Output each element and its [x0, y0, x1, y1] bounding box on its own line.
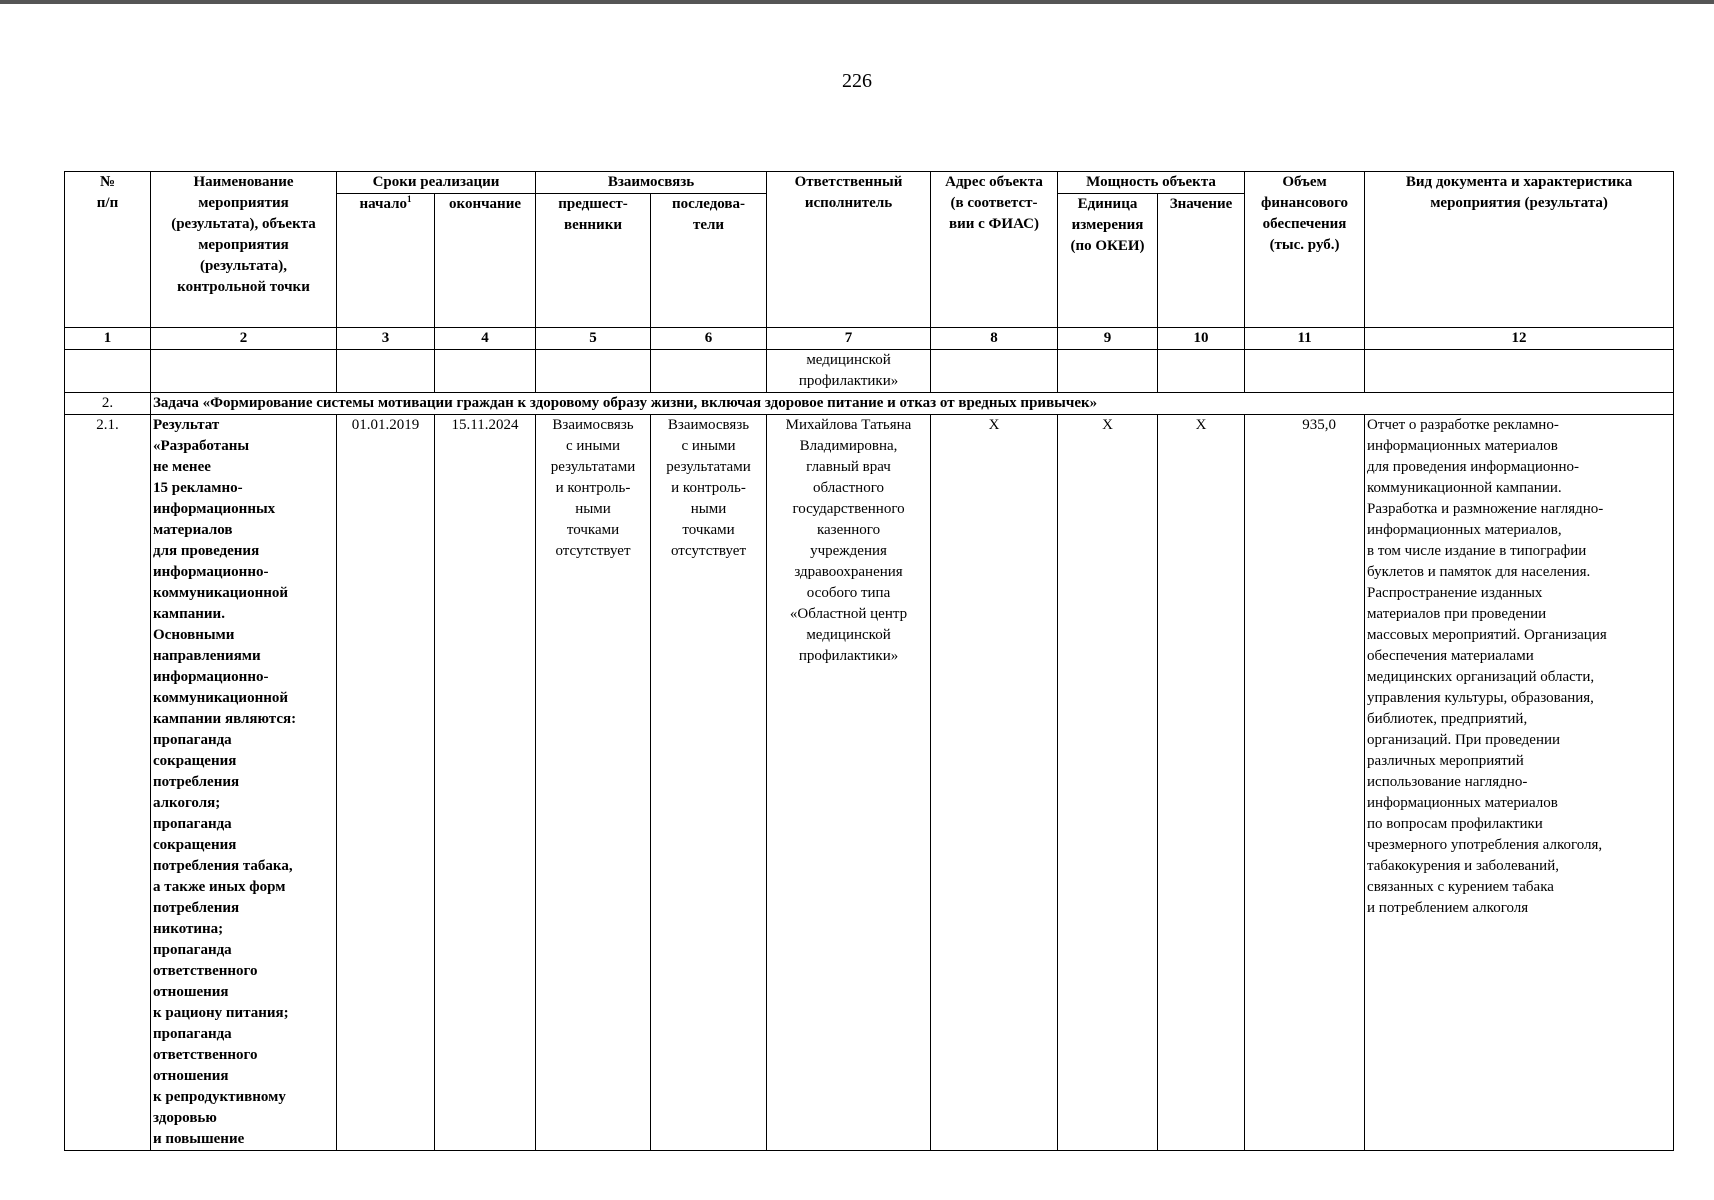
table-cell	[1058, 350, 1158, 393]
header-address: Адрес объекта (в соответст- вии с ФИАС)	[931, 172, 1058, 328]
result-doctype: Отчет о разработке рекламно- информационных материалов для проведения информационно- коммуникационной кампании. Разработка и размножение наглядно- информационных материалов, в том числе издание в типографии буклетов и памяток для населения. Распространение изданных материалов при проведении массовых мероприятий. Организация обеспечения материалами медицинских организаций области, управления культуры, образования, библиотек, предприятий, организаций. При проведении различных мероприятий использование наглядно- информационных материалов по вопросам профилактики чрезмерного употребления алкоголя, табакокурения и заболеваний, связанных с курением табака и потреблением алкоголя	[1365, 415, 1674, 1151]
result-start-date: 01.01.2019	[337, 415, 435, 1151]
result-address: X	[931, 415, 1058, 1151]
header-unit: Единица измерения (по ОКЕИ)	[1058, 194, 1158, 328]
column-number: 5	[536, 328, 651, 350]
header-finance: Объем финансового обеспечения (тыс. руб.)	[1245, 172, 1365, 328]
table-cell	[651, 350, 767, 393]
result-value: X	[1158, 415, 1245, 1151]
result-finance: 935,0	[1245, 415, 1365, 1151]
column-number: 8	[931, 328, 1058, 350]
table-cell	[931, 350, 1058, 393]
table-cell	[151, 350, 337, 393]
header-terms: Сроки реализации	[337, 172, 536, 194]
result-number: 2.1.	[65, 415, 151, 1151]
header-responsible: Ответственный исполнитель	[767, 172, 931, 328]
table-cell	[536, 350, 651, 393]
page-number: 226	[842, 70, 872, 92]
footnote-mark: 1	[407, 194, 412, 204]
table-cell	[1245, 350, 1365, 393]
table-cell	[337, 350, 435, 393]
table-cell	[1365, 350, 1674, 393]
header-name: Наименование мероприятия (результата), объекта мероприятия (результата), контрольной точки	[151, 172, 337, 328]
header-capacity: Мощность объекта	[1058, 172, 1245, 194]
task-row	[65, 393, 1674, 415]
continuation-row	[65, 350, 1674, 393]
column-number: 3	[337, 328, 435, 350]
result-name: Результат «Разработаны не менее 15 рекламно- информационных материалов для проведения информационно- коммуникационной кампании. Основными направлениями информационно- коммуникационной кампании являются: пропаганда сокращения потребления алкоголя; пропаганда сокращения потребления табака, а также иных форм потребления никотина; пропаганда ответственного отношения к рациону питания; пропаганда ответственного отношения к репродуктивному здоровью и повышение	[151, 415, 337, 1151]
table-cell	[1158, 350, 1245, 393]
result-predecessors: Взаимосвязь с иными результатами и контроль- ными точками отсутствует	[536, 415, 651, 1151]
column-number: 1	[65, 328, 151, 350]
result-unit: X	[1058, 415, 1158, 1151]
column-number: 4	[435, 328, 536, 350]
result-end-date: 15.11.2024	[435, 415, 536, 1151]
result-row	[65, 415, 1674, 1151]
plan-table	[64, 171, 1674, 1151]
header-end: окончание	[435, 194, 536, 328]
table-cell	[65, 350, 151, 393]
column-number: 9	[1058, 328, 1158, 350]
column-number: 11	[1245, 328, 1365, 350]
column-number: 6	[651, 328, 767, 350]
top-rule	[0, 0, 1714, 4]
column-number-row	[65, 328, 1674, 350]
continuation-responsible: медицинской профилактики»	[767, 350, 931, 393]
header-predecessors: предшест- венники	[536, 194, 651, 328]
header-doctype: Вид документа и характеристика мероприятия (результата)	[1365, 172, 1674, 328]
header-row	[65, 172, 1674, 194]
header-relation: Взаимосвязь	[536, 172, 767, 194]
header-value: Значение	[1158, 194, 1245, 328]
column-number: 10	[1158, 328, 1245, 350]
column-number: 7	[767, 328, 931, 350]
table-cell	[435, 350, 536, 393]
task-number: 2.	[65, 393, 151, 415]
task-title: Задача «Формирование системы мотивации граждан к здоровому образу жизни, включая здоровое питание и отказ от вредных привычек»	[151, 393, 1674, 415]
header-start: начало$^1$	[337, 194, 435, 328]
result-responsible: Михайлова Татьяна Владимировна, главный врач областного государственного казенного учреждения здравоохранения особого типа «Областной центр медицинской профилактики»	[767, 415, 931, 1151]
column-number: 2	[151, 328, 337, 350]
header-number: № п/п	[65, 172, 151, 328]
header-successors: последова- тели	[651, 194, 767, 328]
column-number: 12	[1365, 328, 1674, 350]
result-successors: Взаимосвязь с иными результатами и контроль- ными точками отсутствует	[651, 415, 767, 1151]
